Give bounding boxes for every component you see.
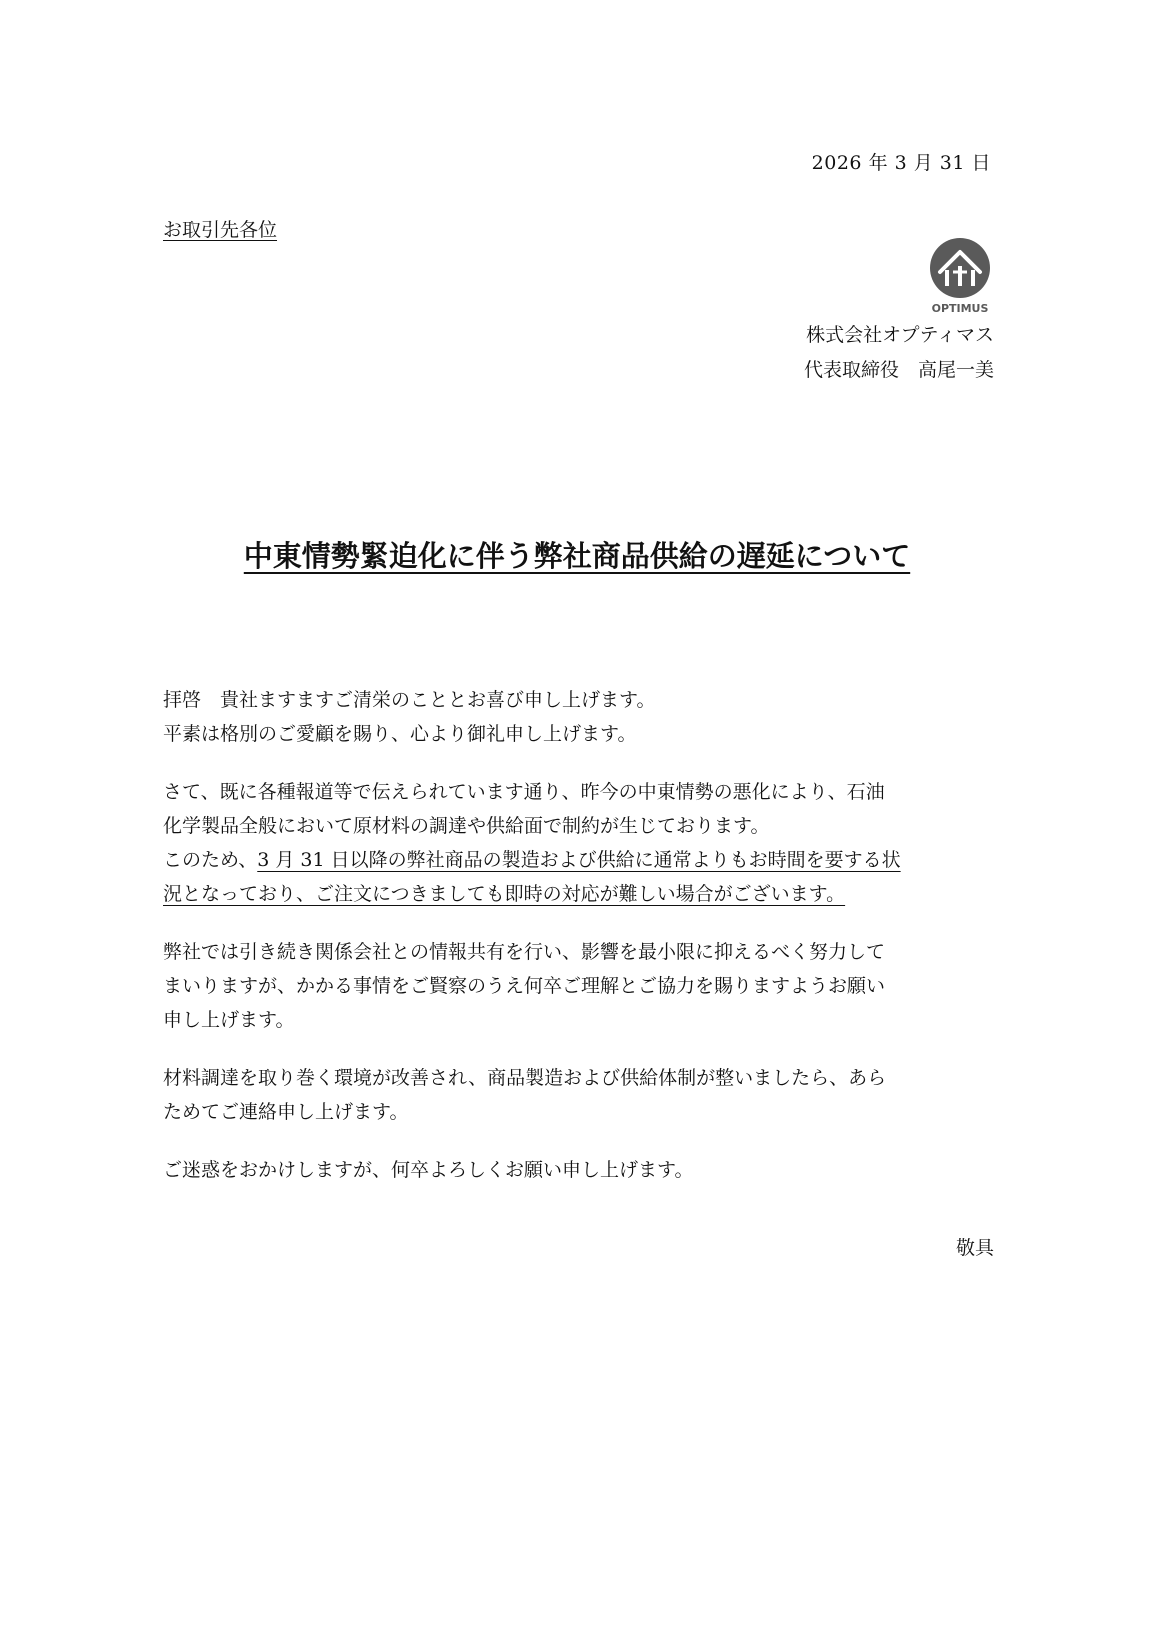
sender-representative: 代表取締役 高尾一美 xyxy=(803,359,994,381)
paragraph-apology xyxy=(163,1153,1003,1187)
body-line: 弊社では引き続き関係会社との情報共有を行い、影響を最小限に抑えるべく努力して xyxy=(163,941,886,963)
paragraph-greeting xyxy=(163,683,1003,751)
body-line xyxy=(163,877,1003,911)
recipient-line: お取引先各位 xyxy=(163,219,278,241)
body-line: 化学製品全般において原材料の調達や供給面で制約が生じております。 xyxy=(163,815,770,837)
paragraph-followup xyxy=(163,1061,1003,1129)
body-line: ご迷惑をおかけしますが、何卒よろしくお願い申し上げます。 xyxy=(163,1159,694,1181)
closing-word: 敬具 xyxy=(955,1237,994,1259)
body-line: 拝啓 貴社ますますご清栄のこととお喜び申し上げます。 xyxy=(163,689,656,711)
body-line: 材料調達を取り巻く環境が改善され、商品製造および供給体制が整いましたら、あら xyxy=(163,1067,887,1089)
paragraph-situation xyxy=(163,775,1003,911)
body-line xyxy=(163,843,1003,877)
logo-brand-text: OPTIMUS xyxy=(931,302,989,315)
body-line: 申し上げます。 xyxy=(163,1009,295,1031)
optimus-logo-icon xyxy=(925,236,995,316)
letter-date: 2026 年 3 月 31 日 xyxy=(811,152,991,174)
body-line: さて、既に各種報道等で伝えられています通り、昨今の中東情勢の悪化により、石油 xyxy=(163,781,885,803)
company-logo xyxy=(925,236,995,316)
underlined-notice: 3 月 31 日以降の弊社商品の製造および供給に通常よりもお時間を要する状 xyxy=(257,849,901,871)
body-line: 平素は格別のご愛顧を賜り、心より御礼申し上げます。 xyxy=(163,723,637,745)
letter-body xyxy=(163,683,1003,1211)
sender-block xyxy=(804,318,994,388)
sender-company: 株式会社オプティマス xyxy=(806,324,994,346)
letter-title xyxy=(0,534,1154,575)
body-line: ためてご連絡申し上げます。 xyxy=(163,1101,409,1123)
body-text: このため、 xyxy=(163,849,258,871)
letter-title-text: 中東情勢緊迫化に伴う弊社商品供給の遅延について xyxy=(243,539,911,573)
body-line: まいりますが、かかる事情をご賢察のうえ何卒ご理解とご協力を賜りますようお願い xyxy=(163,975,886,997)
paragraph-effort xyxy=(163,935,1003,1037)
underlined-notice: 況となっており、ご注文につきましても即時の対応が難しい場合がございます。 xyxy=(163,883,846,905)
